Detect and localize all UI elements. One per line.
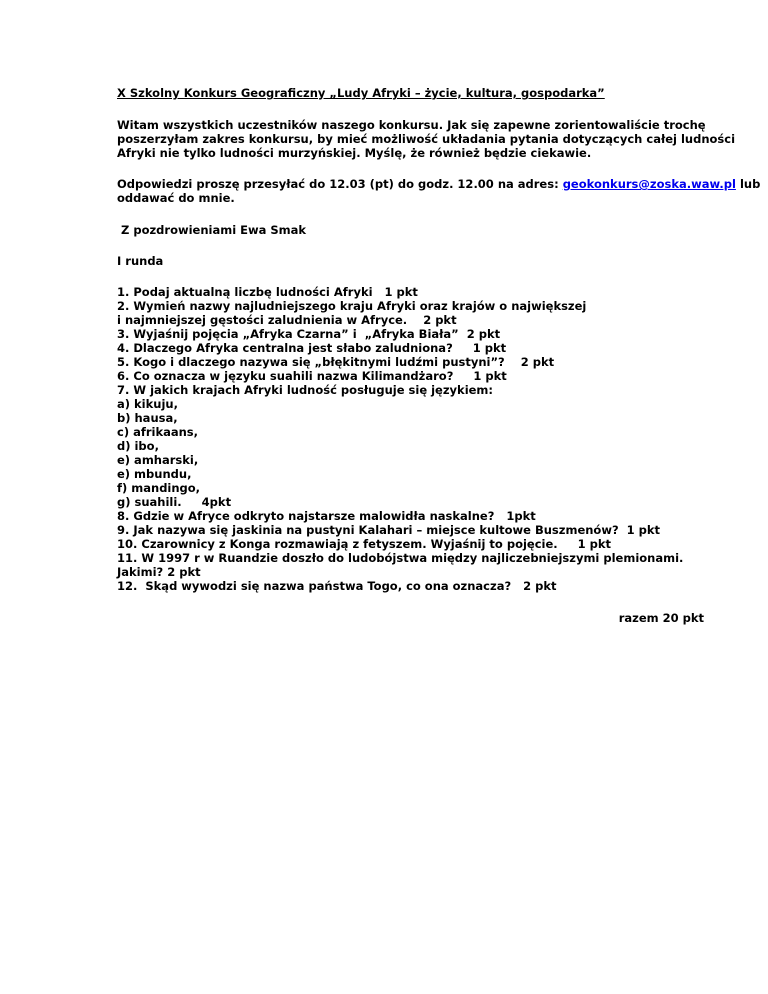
intro-line: Afryki nie tylko ludności murzyńskiej. Myślę, że również będzie ciekawie. — [117, 146, 592, 160]
email-link[interactable]: geokonkurs@zoska.waw.pl — [562, 177, 736, 191]
submission-line: oddawać do mnie. — [117, 191, 235, 205]
question-line: i najmniejszej gęstości zaludnienia w Afryce. 2 pkt — [117, 313, 457, 327]
question-line: 10. Czarownicy z Konga rozmawiają z fetyszem. Wyjaśnij to pojęcie. 1 pkt — [117, 537, 612, 551]
answer-option: e) amharski, — [117, 453, 199, 467]
submission-text: Odpowiedzi proszę przesyłać do 12.03 (pt) do godz. 12.00 na adres: — [117, 177, 563, 191]
answer-option: f) mandingo, — [117, 481, 201, 495]
question-line: 6. Co oznacza w języku suahili nazwa Kilimandżaro? 1 pkt — [117, 369, 507, 383]
answer-option: b) hausa, — [117, 411, 178, 425]
intro-line: Witam wszystkich uczestników naszego konkursu. Jak się zapewne zorientowaliście trochę — [117, 118, 706, 132]
question-line: 4. Dlaczego Afryka centralna jest słabo zaludniona? 1 pkt — [117, 341, 507, 355]
answer-option: a) kikuju, — [117, 397, 178, 411]
submission-line — [117, 177, 760, 191]
document-title: X Szkolny Konkurs Geograficzny „Ludy Afryki – życie, kultura, gospodarka” — [117, 86, 605, 100]
answer-option: e) mbundu, — [117, 467, 192, 481]
answer-option: c) afrikaans, — [117, 425, 199, 439]
question-line: 8. Gdzie w Afryce odkryto najstarsze malowidła naskalne? 1pkt — [117, 509, 536, 523]
question-line: 1. Podaj aktualną liczbę ludności Afryki 1 pkt — [117, 285, 418, 299]
answer-option: g) suahili. 4pkt — [117, 495, 232, 509]
question-line: 11. W 1997 r w Ruandzie doszło do ludobójstwa między najliczebniejszymi plemionami. — [117, 551, 684, 565]
total-points: razem 20 pkt — [618, 611, 704, 625]
question-line: 3. Wyjaśnij pojęcia „Afryka Czarna” i „Afryka Biała” 2 pkt — [117, 327, 501, 341]
answer-option: d) ibo, — [117, 439, 159, 453]
question-line: 5. Kogo i dlaczego nazywa się „błękitnymi ludźmi pustyni”? 2 pkt — [117, 355, 555, 369]
intro-line: poszerzyłam zakres konkursu, by mieć możliwość układania pytania dotyczących całej ludności — [117, 132, 736, 146]
greeting: Z pozdrowieniami Ewa Smak — [117, 223, 307, 237]
question-line: 12. Skąd wywodzi się nazwa państwa Togo, co ona oznacza? 2 pkt — [117, 579, 557, 593]
round-heading: I runda — [117, 254, 164, 268]
question-line: 7. W jakich krajach Afryki ludność posługuje się językiem: — [117, 383, 494, 397]
question-line: 9. Jak nazywa się jaskinia na pustyni Kalahari – miejsce kultowe Buszmenów? 1 pkt — [117, 523, 661, 537]
question-line: Jakimi? 2 pkt — [117, 565, 201, 579]
submission-text-after: lub — [735, 177, 761, 191]
question-line: 2. Wymień nazwy najludniejszego kraju Afryki oraz krajów o największej — [117, 299, 587, 313]
